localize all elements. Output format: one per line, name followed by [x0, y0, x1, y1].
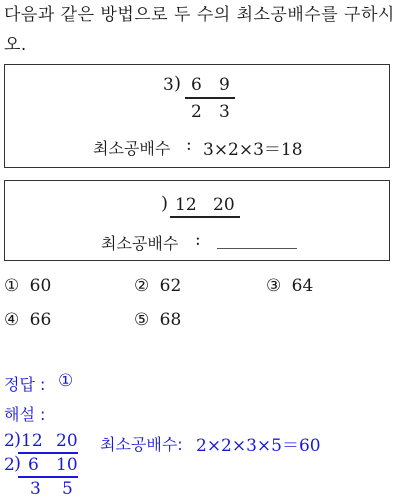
problem-num-a: 12	[175, 195, 197, 215]
example-top-b: 9	[219, 75, 230, 95]
example-top-a: 6	[191, 75, 202, 95]
solution-row1-a: 12	[21, 431, 43, 451]
solution-row2-b: 10	[56, 455, 78, 475]
choice-4[interactable]	[4, 310, 51, 330]
choice-1-mark: ①	[4, 276, 20, 296]
example-lcm-label: 최소공배수	[93, 139, 171, 158]
solution-row2-line	[18, 476, 78, 478]
solution-row1-line	[18, 452, 78, 454]
answer-value: ①	[58, 371, 74, 391]
choice-2-value: 62	[159, 276, 182, 296]
choice-1-value: 60	[29, 276, 52, 296]
choice-1[interactable]	[4, 276, 51, 296]
solution-row2-bracket: )	[14, 453, 22, 474]
example-lcm-expression: 3×2×3＝18	[203, 140, 303, 160]
solution-lcm-label: 최소공배수:	[100, 435, 183, 454]
example-box	[4, 64, 390, 168]
choice-3-mark: ③	[266, 276, 282, 296]
example-bottom-b: 3	[219, 102, 230, 122]
problem-division-line	[170, 216, 240, 218]
choice-2[interactable]	[134, 276, 181, 296]
choice-2-mark: ②	[134, 276, 150, 296]
solution-row1-divisor: 2	[4, 431, 15, 451]
solution-row3-b: 5	[62, 479, 73, 499]
problem-lcm-colon: :	[195, 230, 201, 250]
choice-3[interactable]	[266, 276, 313, 296]
choice-5[interactable]	[134, 310, 181, 330]
problem-answer-blank	[217, 248, 297, 249]
choice-5-value: 68	[159, 310, 182, 330]
problem-division-bracket: )	[161, 193, 169, 214]
problem-num-b: 20	[213, 195, 235, 215]
solution-row3-a: 3	[30, 479, 41, 499]
example-division-bracket: )	[174, 73, 182, 94]
example-lcm-colon: :	[186, 135, 192, 155]
solution-row1-b: 20	[56, 431, 78, 451]
solution-lcm-expression: 2×2×3×5＝60	[196, 436, 321, 456]
example-division-line	[185, 97, 235, 99]
choice-4-value: 66	[29, 310, 52, 330]
question-line-2: 오.	[4, 35, 27, 55]
example-bottom-a: 2	[191, 102, 202, 122]
choice-4-mark: ④	[4, 310, 20, 330]
problem-lcm-label: 최소공배수	[101, 234, 179, 253]
solution-row2-a: 6	[28, 455, 39, 475]
choice-3-value: 64	[291, 276, 314, 296]
example-divisor: 3	[163, 75, 174, 95]
problem-box	[4, 180, 390, 261]
solution-row2-divisor: 2	[4, 455, 15, 475]
question-line-1: 다음과 같은 방법으로 두 수의 최소공배수를 구하시	[4, 5, 395, 25]
solution-row1-bracket: )	[14, 429, 22, 450]
choice-5-mark: ⑤	[134, 310, 150, 330]
question-text	[4, 0, 396, 60]
explanation-label: 해설 :	[4, 405, 46, 424]
answer-label: 정답 :	[4, 375, 46, 394]
